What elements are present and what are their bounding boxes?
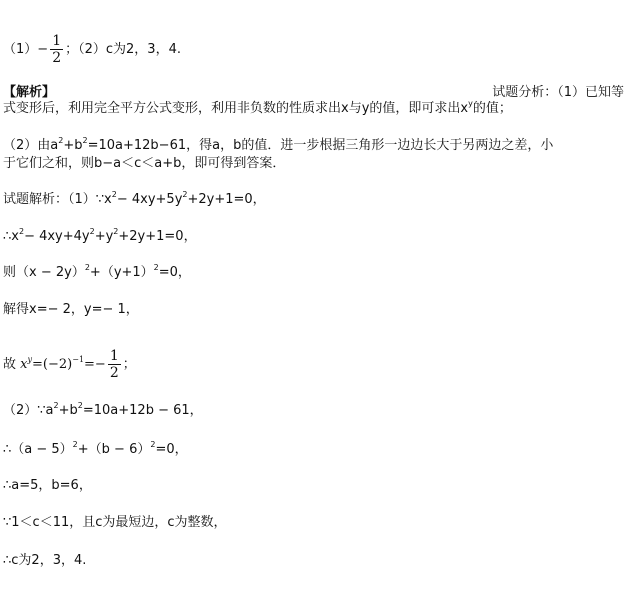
sol5-prefix: 故: [3, 357, 17, 372]
solution-line-7: [3, 441, 188, 459]
sol3-sup1: 2: [84, 263, 90, 272]
sol3-sup2: 2: [153, 263, 159, 272]
sol6-a: （2）∵a: [3, 403, 54, 418]
sol5-exp2: −1: [72, 355, 85, 364]
sol6-b: +b: [58, 403, 78, 418]
analysis-header: 【解析】: [3, 85, 56, 100]
sol7-sup1: 2: [72, 440, 78, 449]
solution-line-1: [3, 191, 266, 209]
answer-part1-label: （1）: [3, 42, 38, 57]
solution-line-6: [3, 402, 203, 420]
sol6-sup1: 2: [53, 401, 59, 410]
part2-line-1-b: +b: [63, 138, 83, 153]
sol7-sup2: 2: [150, 440, 156, 449]
sol5-fraction: [108, 348, 121, 381]
sol2-sup2: 2: [89, 227, 95, 236]
sol1-sup1: 2: [111, 190, 117, 199]
answer-fraction-numerator: 1: [52, 33, 62, 49]
sol2-sup1: 2: [18, 227, 25, 236]
sol6-sup2: 2: [77, 401, 83, 410]
sol6-c: =10a+12b − 61，: [82, 403, 203, 418]
part2-line-1-c: =10a+12b−61，得a，b的值．进一步根据三角形一边边长大于另两边之差，小: [87, 138, 554, 153]
solution-line-4: 解得x=− 2，y=− 1，: [3, 302, 139, 317]
solution-line-2: [3, 228, 197, 246]
answer-part2-text: ；（2）c为2，3，4.: [65, 42, 181, 57]
sol2-c: +y: [94, 229, 114, 244]
sol3-b: +（y+1）: [89, 265, 154, 280]
sol3-a: 则（x − 2y）: [3, 265, 85, 280]
sol5-exp: y: [27, 355, 33, 364]
sol3-c: =0，: [158, 265, 191, 280]
solution-line-9: ∵1＜c＜11，且c为最短边，c为整数，: [3, 515, 227, 530]
sol2-d: +2y+1=0，: [118, 229, 197, 244]
sol1-a: 试题解析：（1）∵x: [3, 192, 112, 207]
sol7-b: +（b − 6）: [77, 442, 151, 457]
part2-line-2: 于它们之和，则b−a＜c＜a+b，即可得到答案．: [3, 156, 286, 171]
sol5-suffix: ；: [122, 357, 136, 372]
sol1-sup2: 2: [182, 190, 188, 199]
sol5-base: x: [20, 357, 28, 372]
analysis-intro: 试题分析：（1）已知等: [492, 85, 624, 100]
analysis-line-2-text: 式变形后，利用完全平方公式变形，利用非负数的性质求出x与y的值，即可求出x: [3, 101, 469, 116]
part2-line-1-a: （2）由a: [3, 138, 59, 153]
sol2-b: − 4xy+4y: [24, 229, 90, 244]
sol2-sup3: 2: [113, 227, 119, 236]
sol5-fraction-denominator: 2: [109, 365, 119, 381]
answer-line: [3, 33, 181, 66]
solution-line-10: ∴c为2，3，4.: [3, 553, 87, 568]
part2-line-1-sup1: 2: [58, 136, 64, 145]
analysis-line-2: [3, 100, 512, 118]
sol1-b: − 4xy+5y: [116, 192, 183, 207]
sol5-eq: =(−2): [32, 357, 73, 372]
sol7-a: ∴（a − 5）: [3, 442, 73, 457]
analysis-line-2-tail: 的值；: [472, 101, 512, 116]
answer-part1-sign: −: [37, 42, 49, 57]
sol2-a: ∴x: [3, 229, 19, 244]
solution-line-5: [3, 348, 136, 381]
part2-line-1-sup2: 2: [82, 136, 88, 145]
sol5-eq2: =−: [84, 357, 106, 372]
solution-line-8: ∴a=5，b=6，: [3, 478, 92, 493]
sol1-c: +2y+1=0，: [187, 192, 266, 207]
analysis-line-2-sup: y: [468, 99, 473, 108]
solution-line-3: [3, 264, 191, 282]
part2-line-1: [3, 137, 553, 155]
sol5-fraction-numerator: 1: [109, 348, 119, 364]
answer-fraction-denominator: 2: [52, 50, 62, 66]
answer-fraction: [50, 33, 63, 66]
sol7-c: =0，: [155, 442, 188, 457]
